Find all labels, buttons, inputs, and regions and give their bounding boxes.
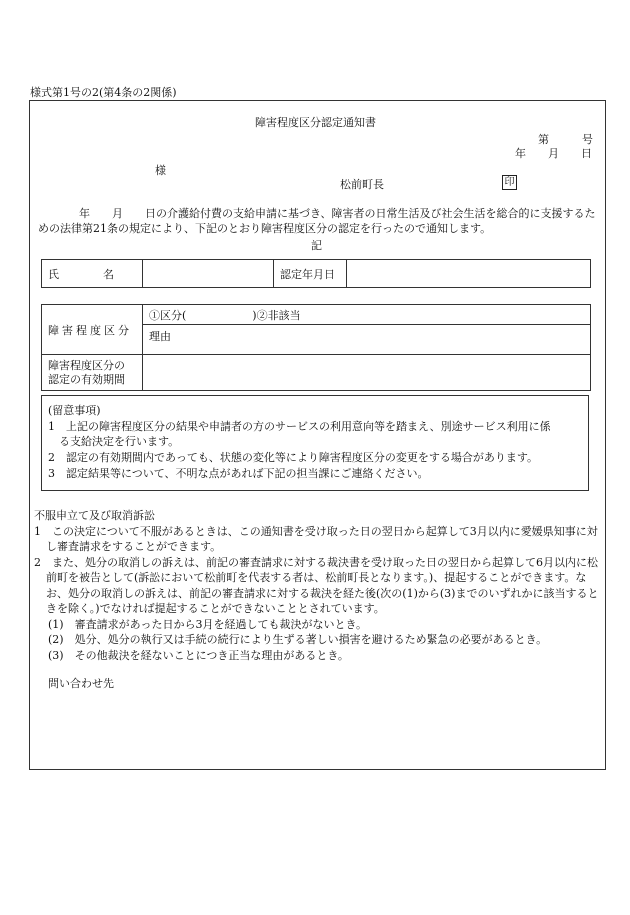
ki-heading: 記 [311, 239, 322, 252]
notice-title: 障害程度区分認定通知書 [255, 116, 376, 129]
certification-date-label: 認定年月日 [274, 260, 347, 288]
validity-period-label [42, 355, 143, 391]
notice-body: 年 月 日の介護給付費の支給申請に基づき、障害者の日常生活及び社会生活を総合的に支援するための法律第21条の規定により、下記のとおり障害程度区分の認定を行ったので通知します。 [38, 207, 596, 235]
appeal-section [34, 508, 604, 663]
note-line: 3 認定結果等について、不明な点があれば下記の担当課にご連絡ください。 [48, 467, 429, 480]
issue-date: 年 月 日 [515, 147, 592, 160]
appeal-sub-2: (2) 処分、処分の執行又は手続の続行により生ずる著しい損害を避けるため緊急の必要があるとき。 [48, 633, 548, 646]
form-label: 様式第1号の2(第4条の2関係) [30, 86, 177, 99]
classification-table [41, 304, 591, 391]
category-options[interactable]: ①区分( )②非該当 [143, 305, 591, 325]
addressee: 様 [155, 164, 166, 177]
category-label: 障害程度区分 [42, 305, 143, 355]
reason-field[interactable] [143, 325, 591, 355]
contact-label: 問い合わせ先 [48, 677, 114, 690]
name-field[interactable] [143, 260, 274, 288]
note-line: 2 認定の有効期間内であっても、状態の変化等により障害程度区分の変更をする場合があります。 [48, 451, 539, 464]
issuer-name: 松前町長 [340, 178, 384, 191]
reason-label: 理由 [149, 330, 171, 343]
appeal-item-1: 1 この決定について不服があるときは、この通知書を受け取った日の翌日から起算して3月以内に愛媛県知事に対し審査請求をすることができます。 [34, 524, 598, 553]
validity-label-line-1: 障害程度区分の [48, 358, 125, 372]
note-line: 1 上記の障害程度区分の結果や申請者の方のサービスの利用意向等を踏まえ、別途サービス利用に係 [48, 420, 551, 433]
appeal-heading: 不服申立て及び取消訴訟 [34, 509, 155, 522]
certification-date-field[interactable] [347, 260, 591, 288]
document-number: 第 号 [538, 133, 593, 146]
note-line: る支給決定を行います。 [48, 435, 180, 448]
validity-label-line-2: 認定の有効期間 [48, 372, 125, 386]
notes-heading: (留意事項) [48, 404, 101, 417]
seal-stamp: 印 [502, 175, 517, 190]
appeal-item-2: 2 また、処分の取消しの訴えは、前記の審査請求に対する裁決書を受け取った日の翌日から起算して6月以内に松前町を被告として(訴訟において松前町を代表する者は、松前町長となります。)、提起することができます。なお、処分の取消しの訴えは、前記の審査請求に対する裁決を経た後(次の(1)から(3)までのいずれかに該当するときを除く。)でなければ提起することができないこととされています。 [34, 555, 599, 615]
appeal-sub-1: (1) 審査請求があった日から3月を経過しても裁決がないとき。 [48, 617, 368, 631]
notes-box [41, 395, 589, 491]
appeal-sub-3: (3) その他裁決を経ないことにつき正当な理由があるとき。 [48, 648, 349, 662]
recipient-table [41, 259, 591, 288]
name-label: 氏 名 [42, 260, 143, 288]
validity-period-field[interactable] [143, 355, 591, 391]
